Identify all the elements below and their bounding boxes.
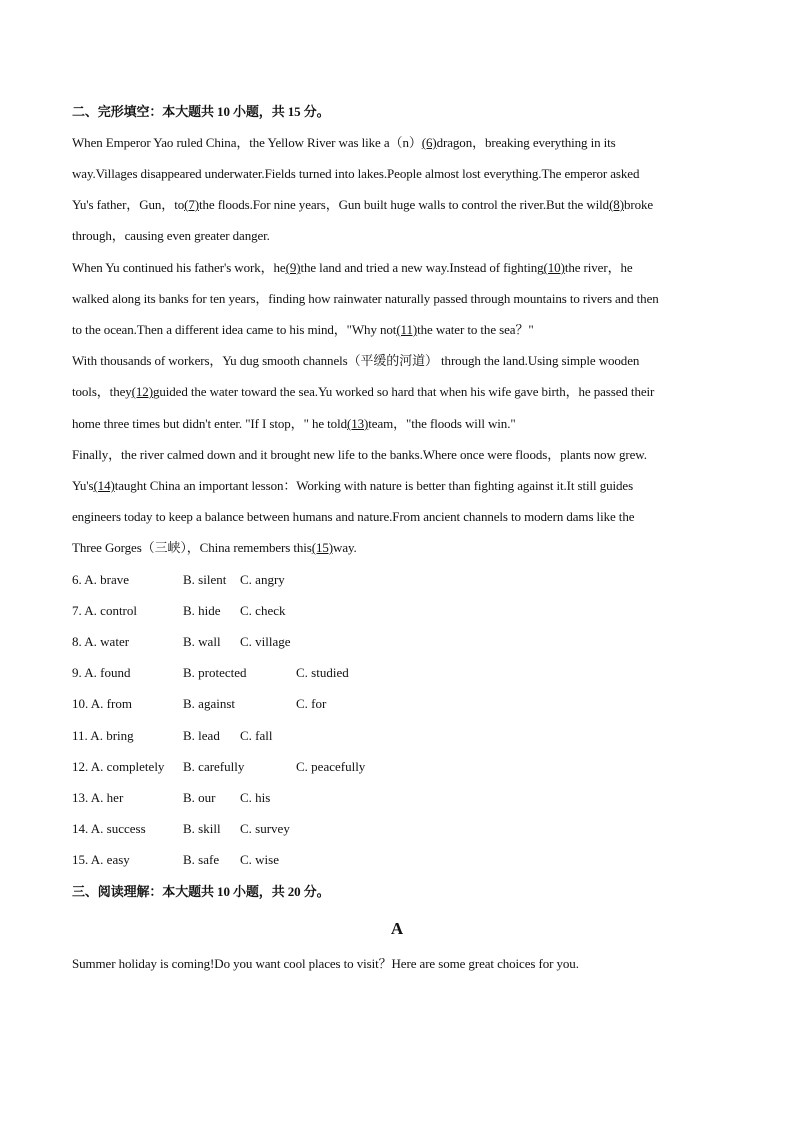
blank-11: (11) xyxy=(396,322,418,337)
blank-6: (6) xyxy=(421,135,437,150)
blank-13: (13) xyxy=(347,416,369,431)
option-a: 15. A. easy xyxy=(72,852,130,867)
option-c: C. fall xyxy=(240,728,273,743)
blank-15: (15) xyxy=(311,540,334,555)
option-c: C. for xyxy=(296,696,327,711)
passage-line: engineers today to keep a balance between humans and nature.From ancient channels to modern dams like the xyxy=(72,509,635,524)
option-a: 12. A. completely xyxy=(72,759,165,774)
option-b: B. wall xyxy=(183,634,221,649)
option-b: B. lead xyxy=(183,728,220,743)
passage-line: Yu's(14)taught China an important lesson：Working with nature is better than fighting against it.It still guides xyxy=(72,478,634,493)
option-a: 10. A. from xyxy=(72,696,132,711)
blank-14: (14) xyxy=(93,478,115,493)
option-c: C. village xyxy=(240,634,291,649)
option-a: 9. A. found xyxy=(72,665,131,680)
option-a: 6. A. brave xyxy=(72,572,130,587)
option-b: B. safe xyxy=(183,852,220,867)
passage-line: When Yu continued his father's work，he(9)the land and tried a new way.Instead of fighting(10)the river，he xyxy=(72,260,633,275)
reading-intro: Summer holiday is coming!Do you want cool places to visit？Here are some great choices for you. xyxy=(72,956,579,971)
passage-line: way.Villages disappeared underwater.Fields turned into lakes.People almost lost everything.The emperor asked xyxy=(72,166,640,181)
option-a: 7. A. control xyxy=(72,603,137,618)
part-title: A xyxy=(390,919,404,938)
option-a: 8. A. water xyxy=(72,634,130,649)
passage-line: Three Gorges（三峡），China remembers this(15)way. xyxy=(72,540,357,555)
option-c: C. check xyxy=(240,603,286,618)
section-heading-cloze: 二、完形填空：本大题共 10 小题，共 15 分。 xyxy=(72,104,330,119)
blank-7: (7) xyxy=(184,197,199,212)
passage-line: With thousands of workers，Yu dug smooth channels（平缓的河道） through the land.Using simple wooden xyxy=(72,353,640,368)
option-c: C. studied xyxy=(296,665,349,680)
option-c: C. wise xyxy=(240,852,279,867)
option-b: B. protected xyxy=(183,665,247,680)
passage-line: through，causing even greater danger. xyxy=(72,228,270,243)
passage-line: home three times but didn't enter. "If I stop，" he told(13)team，"the floods will win." xyxy=(72,416,516,431)
blank-9: (9) xyxy=(285,260,301,275)
option-b: B. skill xyxy=(183,821,221,836)
blank-8: (8) xyxy=(609,197,624,212)
option-c: C. his xyxy=(240,790,271,805)
option-b: B. carefully xyxy=(183,759,245,774)
passage-line: Finally，the river calmed down and it brought new life to the banks.Where once were floods，plants now grew. xyxy=(72,447,647,462)
option-a: 13. A. her xyxy=(72,790,124,805)
option-b: B. hide xyxy=(183,603,221,618)
section-heading-reading: 三、阅读理解：本大题共 10 小题，共 20 分。 xyxy=(72,884,330,899)
passage-line: When Emperor Yao ruled China，the Yellow River was like a（n）(6)dragon，breaking everything in its xyxy=(72,135,616,150)
passage-line: Yu's father，Gun，to(7)the floods.For nine years，Gun built huge walls to control the river.But the wild(8)broke xyxy=(72,197,654,212)
option-c: C. angry xyxy=(240,572,285,587)
option-c: C. peacefully xyxy=(296,759,366,774)
option-c: C. survey xyxy=(240,821,290,836)
option-a: 11. A. bring xyxy=(72,728,134,743)
option-b: B. silent xyxy=(183,572,227,587)
option-a: 14. A. success xyxy=(72,821,146,836)
passage-line: tools，they(12)guided the water toward the sea.Yu worked so hard that when his wife gave birth，he passed their xyxy=(72,384,655,399)
option-b: B. our xyxy=(183,790,216,805)
passage-line: walked along its banks for ten years，finding how rainwater naturally passed through mountains to rivers and then xyxy=(72,291,659,306)
blank-12: (12) xyxy=(131,384,153,399)
option-b: B. against xyxy=(183,696,235,711)
passage-line: to the ocean.Then a different idea came to his mind，"Why not(11)the water to the sea？" xyxy=(72,322,534,337)
blank-10: (10) xyxy=(543,260,565,275)
